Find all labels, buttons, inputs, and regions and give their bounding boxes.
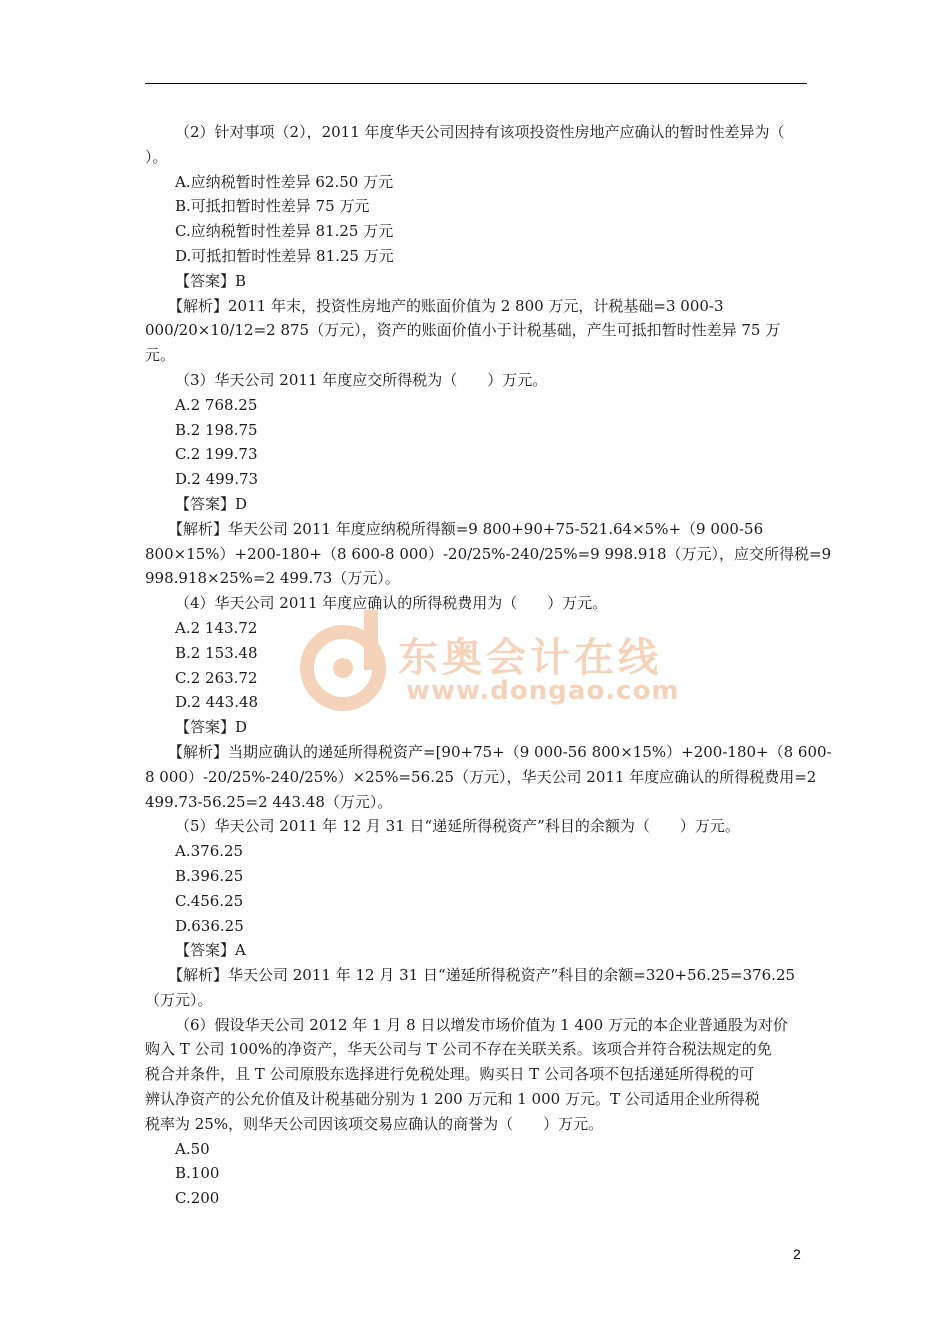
q3-option-c: C.2 199.73 [175, 445, 258, 464]
question-2-stem-cont: ）。 [145, 147, 168, 166]
q4-answer: 【答案】D [175, 718, 248, 737]
q2-explanation-end: 元。 [145, 346, 176, 365]
q5-explanation-cont: （万元）。 [145, 990, 213, 1009]
q5-option-c: C.456.25 [175, 891, 244, 910]
question-6-stem-cont-4: 税率为 25%，则华天公司因该项交易应确认的商誉为（ ）万元。 [145, 1114, 604, 1133]
question-6-stem-cont-3: 辨认净资产的公允价值及计税基础分别为 1 200 万元和 1 000 万元。T 公司适用企业所得税 [145, 1090, 760, 1109]
q2-option-b: B.可抵扣暂时性差异 75 万元 [175, 197, 370, 216]
q2-option-a: A.应纳税暂时性差异 62.50 万元 [175, 172, 394, 191]
q3-option-b: B.2 198.75 [175, 420, 258, 439]
question-5-stem: （5）华天公司 2011 年 12 月 31 日“递延所得税资产”科目的余额为（ ）万元。 [175, 817, 740, 836]
header-rule [145, 83, 807, 84]
watermark-brand: 东奥会计在线 [398, 635, 662, 681]
question-4-stem: （4）华天公司 2011 年度应确认的所得税费用为（ ）万元。 [175, 594, 608, 613]
watermark-url: www.dongao.com [406, 676, 680, 706]
q3-answer: 【答案】D [175, 494, 248, 513]
q4-option-c: C.2 263.72 [175, 668, 258, 687]
q4-option-a: A.2 143.72 [175, 618, 258, 637]
q6-option-b: B.100 [175, 1164, 220, 1183]
q6-option-c: C.200 [175, 1189, 220, 1208]
q4-option-b: B.2 153.48 [175, 643, 258, 662]
q4-explanation-end: 499.73-56.25=2 443.48（万元）。 [145, 792, 393, 811]
q3-explanation: 【解析】华天公司 2011 年度应纳税所得额=9 800+90+75-521.64×5%+（9 000-56 [168, 519, 764, 538]
q2-explanation: 【解析】2011 年末，投资性房地产的账面价值为 2 800 万元，计税基础=3 000-3 [168, 296, 724, 315]
question-6-stem-cont-1: 购入 T 公司 100%的净资产，华天公司与 T 公司不存在关联关系。该项合并符合税法规定的免 [145, 1040, 772, 1059]
q2-explanation-cont: 000/20×10/12=2 875（万元），资产的账面价值小于计税基础，产生可抵扣暂时性差异 75 万 [145, 321, 781, 340]
question-2-stem: （2）针对事项（2），2011 年度华天公司因持有该项投资性房地产应确认的暂时性差异为（ [175, 123, 785, 141]
q3-explanation-end: 998.918×25%=2 499.73（万元）。 [145, 569, 400, 588]
page-number: 2 [793, 1246, 801, 1262]
q2-option-d: D.可抵扣暂时性差异 81.25 万元 [175, 246, 394, 265]
q5-option-d: D.636.25 [175, 916, 244, 935]
document-body [145, 120, 832, 1211]
question-6-stem-cont-2: 税合并条件，且 T 公司原股东选择进行免税处理。购买日 T 公司各项不包括递延所得税的可 [145, 1065, 755, 1084]
q3-option-a: A.2 768.25 [175, 395, 258, 414]
q2-answer: 【答案】B [175, 271, 247, 290]
question-6-stem: （6）假设华天公司 2012 年 1 月 8 日以增发市场价值为 1 400 万元的本企业普通股为对价 [175, 1015, 788, 1034]
q5-option-b: B.396.25 [175, 866, 244, 885]
q6-option-a: A.50 [175, 1139, 210, 1158]
q5-answer: 【答案】A [175, 941, 246, 960]
q5-explanation: 【解析】华天公司 2011 年 12 月 31 日“递延所得税资产”科目的余额=320+56.25=376.25 [168, 966, 796, 985]
q4-explanation-cont: 8 000）-20/25%-240/25%）×25%=56.25（万元），华天公司 2011 年度应确认的所得税费用=2 [145, 767, 817, 786]
q3-option-d: D.2 499.73 [175, 470, 259, 489]
question-3-stem: （3）华天公司 2011 年度应交所得税为（ ）万元。 [175, 370, 548, 389]
q3-explanation-cont: 800×15%）+200-180+（8 600-8 000）-20/25%-240/25%=9 998.918（万元），应交所得税=9 [145, 544, 832, 563]
q4-explanation: 【解析】当期应确认的递延所得税资产=[90+75+（9 000-56 800×15%）+200-180+（8 600- [168, 742, 832, 761]
q5-option-a: A.376.25 [175, 842, 244, 861]
q4-option-d: D.2 443.48 [175, 693, 259, 712]
q2-option-c: C.应纳税暂时性差异 81.25 万元 [175, 222, 394, 241]
